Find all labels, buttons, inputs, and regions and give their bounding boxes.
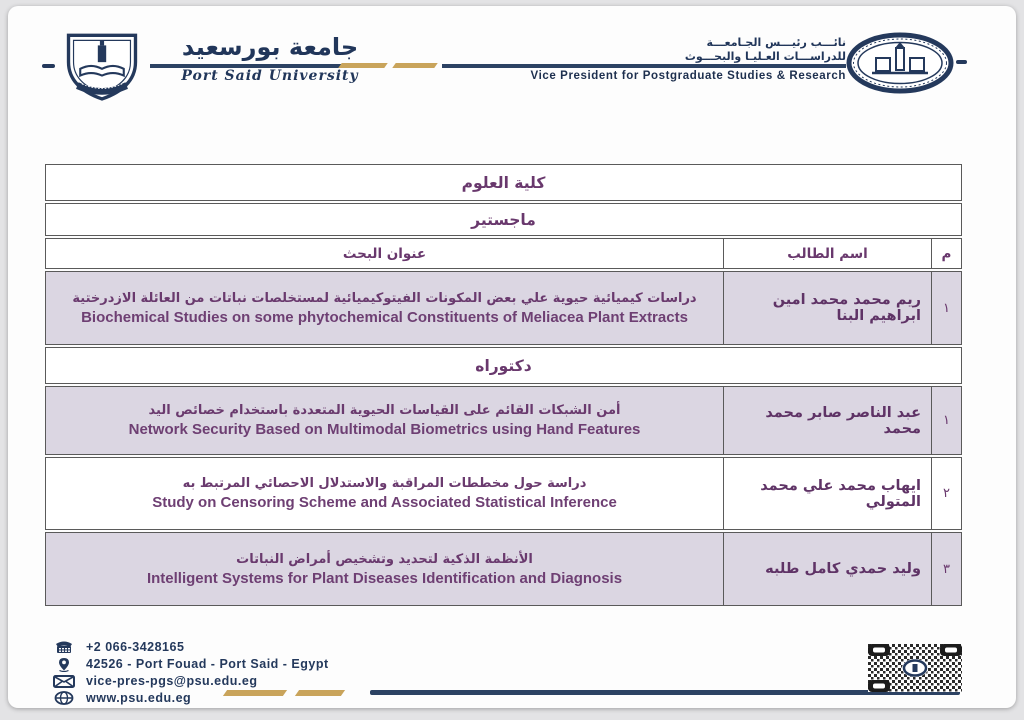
university-name-arabic: جامعة بورسعيد: [181, 33, 359, 61]
student-name: عبد الناصر صابر محمد محمد: [723, 387, 931, 454]
row-number: ٢: [931, 458, 961, 529]
header-rule-left: [150, 64, 342, 68]
thesis-title-arabic: الأنظمة الذكية لتحديد وتشخيص أمراض النباتات: [236, 551, 533, 567]
thesis-title-english: Network Security Based on Multimodal Biometrics using Hand Features: [128, 421, 641, 438]
contact-address-line: [52, 656, 329, 672]
thesis-title-cell: [46, 533, 723, 605]
student-name: ريم محمد محمد امين ابراهيم البنا: [723, 272, 931, 344]
postgraduate-sector-badge: [846, 32, 954, 94]
gold-dash: [295, 690, 345, 696]
envelope-icon: [52, 674, 76, 689]
thesis-title-arabic: دراسة حول مخططات المراقبة والاستدلال الاحصائي المرتبط به: [182, 476, 587, 491]
website-url: www.psu.edu.eg: [86, 691, 192, 705]
decorative-dash-left: [42, 64, 55, 68]
phone-icon: [52, 640, 76, 655]
degree-header-masters: [45, 203, 962, 236]
degree-label: ماجستير: [471, 210, 536, 229]
document-page: [8, 6, 1016, 708]
faculty-title-row: [45, 164, 962, 201]
table-row: [45, 532, 962, 606]
gold-dash: [392, 63, 438, 68]
office-name-english: Vice President for Postgraduate Studies & Research: [530, 70, 846, 82]
thesis-title-english: Study on Censoring Scheme and Associated Statistical Inference: [152, 494, 617, 511]
contact-email-line: [52, 673, 329, 689]
row-number: ١: [931, 387, 961, 454]
gold-dash: [223, 690, 287, 696]
row-number: ٣: [931, 533, 961, 605]
university-shield-logo: [60, 32, 144, 104]
location-pin-icon: [52, 657, 76, 672]
thesis-title-arabic: أمن الشبكات القائم على القياسات الحيوية المتعددة باستخدام خصائص اليد: [148, 403, 621, 418]
qr-code: [868, 644, 962, 692]
table-row: [45, 271, 962, 345]
contact-block: [52, 639, 329, 707]
gold-dash: [338, 63, 388, 68]
table-row: [45, 386, 962, 455]
decorative-dash-right: [956, 60, 967, 64]
row-number: ١: [931, 272, 961, 344]
phone-number: +2 066-3428165: [86, 640, 185, 654]
student-name: ايهاب محمد علي محمد المتولي: [723, 458, 931, 529]
thesis-title-arabic: دراسات كيميائية حيوية علي بعض المكونات الفيتوكيميائية لمستخلصات نباتات من العائلة الازدرختية: [72, 290, 697, 306]
theses-table: [45, 164, 962, 608]
office-arabic-line2: للدراســـات العـليـا والبحـــوث: [684, 50, 846, 64]
thesis-title-english: Biochemical Studies on some phytochemical Constituents of Meliacea Plant Extracts: [81, 308, 688, 326]
thesis-title-cell: [46, 458, 723, 529]
faculty-title: كلية العلوم: [461, 173, 546, 192]
table-row: [45, 457, 962, 530]
thesis-title-cell: [46, 272, 723, 344]
letterhead: [8, 6, 1016, 136]
degree-header-phd: [45, 347, 962, 384]
contact-phone-line: [52, 639, 329, 655]
thesis-title-cell: [46, 387, 723, 454]
student-name: وليد حمدي كامل طلبه: [723, 533, 931, 605]
column-header-row: [45, 238, 962, 269]
column-header-number: م: [931, 239, 961, 268]
column-header-title: عنوان البحث: [342, 245, 427, 262]
postal-address: 42526 - Port Fouad - Port Said - Egypt: [86, 657, 329, 671]
office-name-arabic: [608, 36, 846, 65]
thesis-title-english: Intelligent Systems for Plant Diseases Identification and Diagnosis: [146, 569, 623, 587]
globe-icon: [52, 691, 76, 706]
degree-label: دكتوراه: [475, 356, 532, 375]
email-address: vice-pres-pgs@psu.edu.eg: [86, 674, 258, 688]
university-name-english: Port Said University: [181, 68, 359, 84]
column-header-student: اسم الطالب: [723, 239, 931, 268]
office-arabic-line1: نائـــب رئيـــس الجـامعـــة: [706, 36, 846, 49]
contact-website-line: [52, 690, 329, 706]
